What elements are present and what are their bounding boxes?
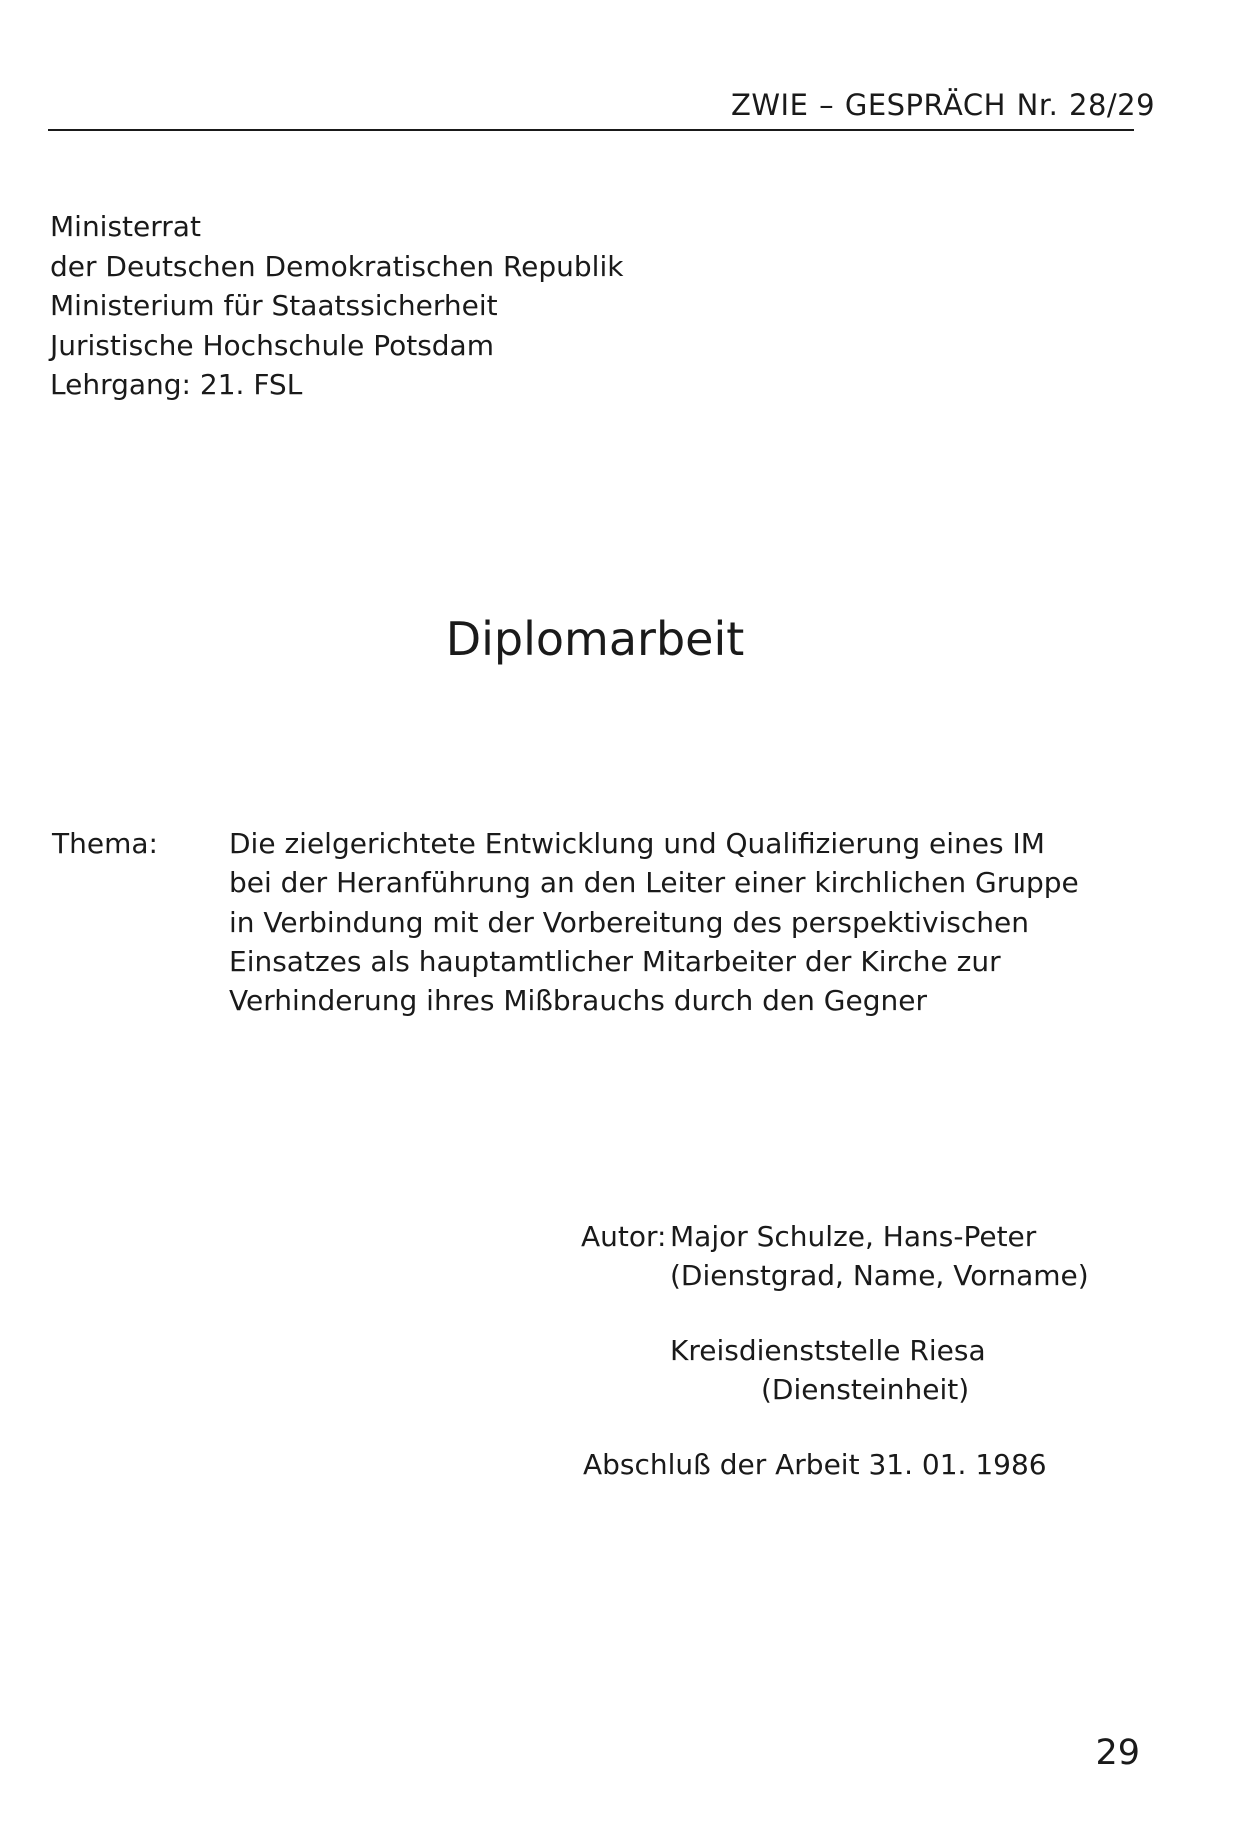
institution-line: Ministerrat: [50, 210, 201, 243]
running-header: ZWIE – GESPRÄCH Nr. 28/29: [731, 88, 1156, 122]
document-title: Diplomarbeit: [445, 612, 745, 666]
page-number: 29: [1095, 1733, 1140, 1773]
unit-name: Kreisdienststelle Riesa: [670, 1334, 986, 1367]
thema-line: Verhinderung ihres Mißbrauchs durch den Gegner: [229, 984, 927, 1018]
header-rule: [48, 129, 1134, 131]
thema-label: Thema:: [52, 827, 158, 860]
thema-line: Die zielgerichtete Entwicklung und Qualifizierung eines IM: [229, 827, 1045, 860]
author-label: Autor:: [581, 1220, 667, 1253]
institution-line: Juristische Hochschule Potsdam: [50, 328, 494, 362]
institution-line: Lehrgang: 21. FSL: [50, 368, 303, 401]
completion-date: Abschluß der Arbeit 31. 01. 1986: [583, 1448, 1047, 1481]
institution-line: der Deutschen Demokratischen Republik: [50, 249, 624, 283]
author-name-caption: (Dienstgrad, Name, Vorname): [670, 1259, 1089, 1292]
institution-block: [50, 207, 623, 405]
thema-line: bei der Heranführung an den Leiter einer kirchlichen Gruppe: [229, 866, 1079, 900]
thema-line: in Verbindung mit der Vorbereitung des perspektivischen: [229, 905, 1030, 939]
author-name: Major Schulze, Hans-Peter: [670, 1220, 1037, 1253]
thema-text: [229, 824, 1079, 1020]
unit-caption: (Diensteinheit): [761, 1373, 970, 1406]
institution-line: Ministerium für Staatssicherheit: [50, 289, 498, 322]
thema-line: Einsatzes als hauptamtlicher Mitarbeiter der Kirche zur: [229, 944, 1001, 978]
